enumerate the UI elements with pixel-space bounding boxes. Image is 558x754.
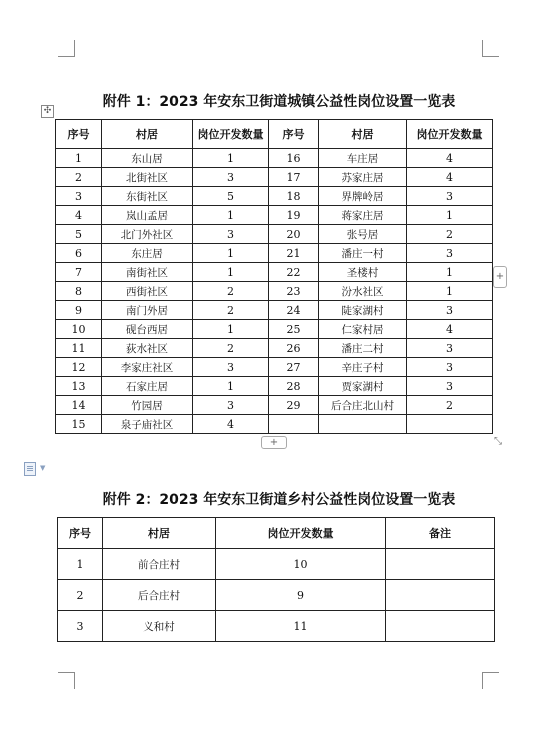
plus-icon: + [269, 437, 279, 448]
cell-village: 苏家庄居 [319, 168, 407, 187]
cell-count: 2 [193, 301, 269, 320]
cell-index: 3 [58, 611, 103, 642]
cell-village: 李家庄社区 [102, 358, 193, 377]
cell-count: 1 [193, 206, 269, 225]
cell-count: 3 [407, 377, 493, 396]
cell-count: 4 [193, 415, 269, 434]
cell-village: 陡家湖村 [319, 301, 407, 320]
cell-count: 3 [193, 168, 269, 187]
table-row [56, 206, 493, 225]
col-header-index: 序号 [269, 120, 319, 149]
cell-index: 8 [56, 282, 102, 301]
cell-remark [386, 580, 495, 611]
col-header-remark: 备注 [386, 518, 495, 549]
cell-remark [386, 549, 495, 580]
cell-village: 潘庄二村 [319, 339, 407, 358]
table-row [56, 244, 493, 263]
rural-positions-table [57, 517, 495, 642]
cell-count: 3 [407, 187, 493, 206]
cell-index: 1 [58, 549, 103, 580]
cell-index: 13 [56, 377, 102, 396]
table-row [56, 187, 493, 206]
cell-count: 2 [193, 282, 269, 301]
col-header-count: 岗位开发数量 [216, 518, 386, 549]
cell-index: 7 [56, 263, 102, 282]
cell-index: 4 [56, 206, 102, 225]
chevron-down-icon[interactable]: ▼ [40, 464, 46, 472]
cell-village: 东庄居 [102, 244, 193, 263]
cell-count: 2 [407, 396, 493, 415]
cell-count: 10 [216, 549, 386, 580]
cell-index: 15 [56, 415, 102, 434]
cell-count: 5 [193, 187, 269, 206]
cell-count: 3 [407, 339, 493, 358]
table-resize-handle[interactable] [494, 437, 504, 447]
cell-village: 南门外居 [102, 301, 193, 320]
page-corner-bottom-right [482, 672, 499, 689]
resize-icon: ⤡ [494, 436, 502, 447]
cell-count: 4 [407, 168, 493, 187]
cell-index: 25 [269, 320, 319, 339]
table1-header-row [56, 120, 493, 149]
cell-village: 后合庄北山村 [319, 396, 407, 415]
urban-positions-table [55, 119, 493, 434]
cell-village: 北门外社区 [102, 225, 193, 244]
cell-count: 11 [216, 611, 386, 642]
cell-index: 26 [269, 339, 319, 358]
cell-index: 29 [269, 396, 319, 415]
cell-village: 西街社区 [102, 282, 193, 301]
table-row [56, 282, 493, 301]
cell-index: 20 [269, 225, 319, 244]
table-row [56, 377, 493, 396]
table2-header-row [58, 518, 495, 549]
table-row [56, 358, 493, 377]
cell-count: 2 [193, 339, 269, 358]
cell-count: 9 [216, 580, 386, 611]
cell-index: 11 [56, 339, 102, 358]
cell-village: 仁家村居 [319, 320, 407, 339]
cell-index: 22 [269, 263, 319, 282]
cell-village: 东街社区 [102, 187, 193, 206]
cell-village: 车庄居 [319, 149, 407, 168]
cell-count: 3 [407, 358, 493, 377]
page-corner-top-right [482, 40, 499, 57]
cell-index: 3 [56, 187, 102, 206]
cell-count: 2 [407, 225, 493, 244]
cell-count: 3 [407, 244, 493, 263]
cell-index: 10 [56, 320, 102, 339]
cell-index: 5 [56, 225, 102, 244]
table-row [56, 339, 493, 358]
table-row [58, 549, 495, 580]
cell-village: 前合庄村 [103, 549, 216, 580]
move-icon: ✣ [43, 106, 52, 116]
cell-index: 12 [56, 358, 102, 377]
col-header-village: 村居 [319, 120, 407, 149]
cell-index: 2 [58, 580, 103, 611]
cell-village: 贾家湖村 [319, 377, 407, 396]
table-row [56, 149, 493, 168]
col-header-index: 序号 [58, 518, 103, 549]
cell-village: 后合庄村 [103, 580, 216, 611]
cell-village: 竹园居 [102, 396, 193, 415]
table2-title: 附件 2：2023 年安东卫街道乡村公益性岗位设置一览表 [102, 492, 456, 508]
table-row [56, 320, 493, 339]
cell-count: 1 [193, 149, 269, 168]
cell-village: 圣楼村 [319, 263, 407, 282]
cell-remark [386, 611, 495, 642]
cell-village: 泉子庙社区 [102, 415, 193, 434]
col-header-count: 岗位开发数量 [407, 120, 493, 149]
cell-count: 3 [193, 396, 269, 415]
table-row [56, 301, 493, 320]
cell-index: 18 [269, 187, 319, 206]
cell-village: 南街社区 [102, 263, 193, 282]
document-icon[interactable] [24, 462, 36, 476]
cell-index: 27 [269, 358, 319, 377]
page-corner-top-left [58, 40, 75, 57]
cell-village: 东山居 [102, 149, 193, 168]
cell-count: 1 [193, 320, 269, 339]
cell-village: 荻水社区 [102, 339, 193, 358]
cell-count [407, 415, 493, 434]
cell-index: 6 [56, 244, 102, 263]
cell-count: 4 [407, 149, 493, 168]
table-row [58, 580, 495, 611]
cell-village: 砚台西居 [102, 320, 193, 339]
table1-title: 附件 1：2023 年安东卫街道城镇公益性岗位设置一览表 [102, 94, 456, 110]
cell-index [269, 415, 319, 434]
cell-count: 1 [407, 206, 493, 225]
cell-village: 汾水社区 [319, 282, 407, 301]
cell-count: 4 [407, 320, 493, 339]
cell-village: 义和村 [103, 611, 216, 642]
table-row [56, 225, 493, 244]
page-corner-bottom-left [58, 672, 75, 689]
cell-village: 潘庄一村 [319, 244, 407, 263]
cell-index: 23 [269, 282, 319, 301]
table-row [56, 263, 493, 282]
table-row [56, 168, 493, 187]
cell-index: 28 [269, 377, 319, 396]
cell-count: 3 [407, 301, 493, 320]
col-header-index: 序号 [56, 120, 102, 149]
cell-village: 北街社区 [102, 168, 193, 187]
cell-village: 石家庄居 [102, 377, 193, 396]
table-row [56, 415, 493, 434]
cell-index: 17 [269, 168, 319, 187]
cell-count: 3 [193, 225, 269, 244]
cell-index: 21 [269, 244, 319, 263]
cell-index: 16 [269, 149, 319, 168]
col-header-count: 岗位开发数量 [193, 120, 269, 149]
cell-index: 9 [56, 301, 102, 320]
cell-count: 3 [193, 358, 269, 377]
cell-count: 1 [193, 244, 269, 263]
cell-village: 张号居 [319, 225, 407, 244]
cell-index: 19 [269, 206, 319, 225]
cell-index: 24 [269, 301, 319, 320]
cell-index: 2 [56, 168, 102, 187]
cell-village: 界牌岭居 [319, 187, 407, 206]
table-row [58, 611, 495, 642]
col-header-village: 村居 [102, 120, 193, 149]
cell-count: 1 [193, 377, 269, 396]
cell-index: 1 [56, 149, 102, 168]
cell-village: 蒋家庄居 [319, 206, 407, 225]
cell-village: 辛庄子村 [319, 358, 407, 377]
plus-icon: + [495, 271, 505, 282]
cell-village: 岚山孟居 [102, 206, 193, 225]
cell-count: 1 [193, 263, 269, 282]
col-header-village: 村居 [103, 518, 216, 549]
add-column-button[interactable] [493, 266, 507, 288]
cell-village [319, 415, 407, 434]
table-row [56, 396, 493, 415]
cell-count: 1 [407, 263, 493, 282]
cell-count: 1 [407, 282, 493, 301]
add-row-button[interactable] [261, 436, 287, 449]
cell-index: 14 [56, 396, 102, 415]
